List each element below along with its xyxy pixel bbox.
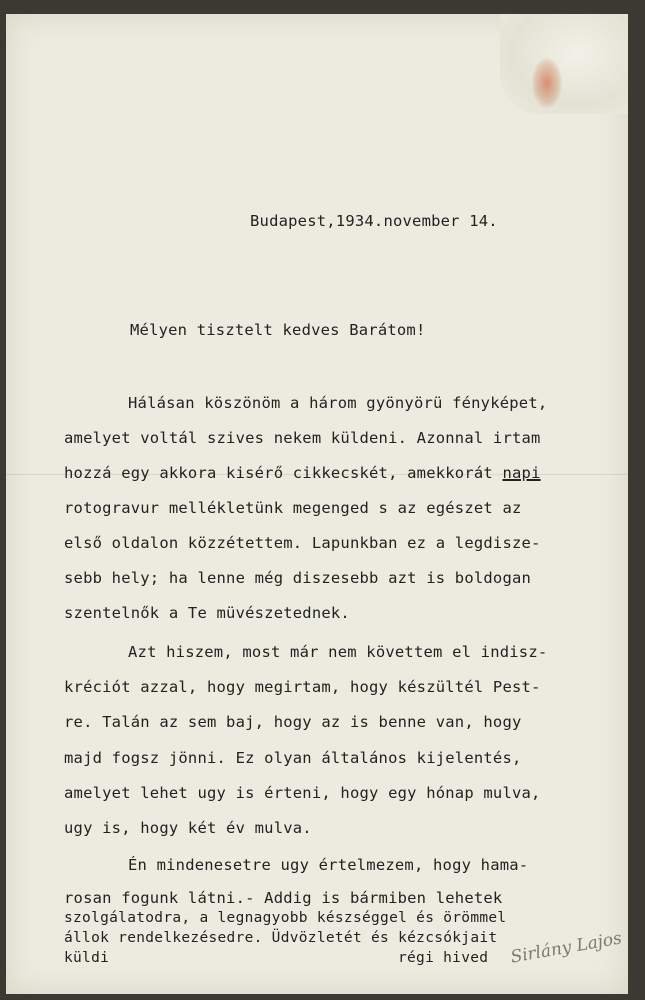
letter-line: hozzá egy akkora kisérő cikkecskét, amekkorát napi	[64, 464, 541, 482]
torn-corner	[500, 14, 628, 114]
letter-line: re. Talán az sem baj, hogy az is benne van, hogy	[64, 713, 522, 731]
letter-line: rosan fogunk látni.- Addig is bármiben lehetek	[64, 889, 503, 907]
underlined-word: napi	[502, 464, 541, 482]
closing-phrase: régi hived	[398, 950, 489, 966]
dateline: Budapest,1934.november 14.	[250, 212, 498, 230]
letter-line: első oldalon közzétettem. Lapunkban ez a legdisze-	[64, 534, 541, 552]
letter-line: sebb hely; ha lenne még diszesebb azt is boldogan	[64, 569, 532, 587]
letter-line: szentelnők a Te müvészetednek.	[64, 604, 350, 622]
rust-stain	[532, 58, 562, 108]
salutation: Mélyen tisztelt kedves Barátom!	[130, 321, 426, 339]
letter-line: amelyet voltál szives nekem küldeni. Azonnal irtam	[64, 429, 541, 447]
letter-line: Én mindenesetre ugy értelmezem, hogy hama-	[128, 856, 529, 874]
letter-line: Hálásan köszönöm a három gyönyörü fényképet,	[128, 394, 548, 412]
letter-line: majd fogsz jönni. Ez olyan általános kijelentés,	[64, 749, 522, 767]
letter-line: ugy is, hogy két év mulva.	[64, 819, 312, 837]
letter-line: amelyet lehet ugy is érteni, hogy egy hónap mulva,	[64, 784, 541, 802]
letter-line: kréciót azzal, hogy megirtam, hogy készültél Pest-	[64, 678, 541, 696]
letter-line: szolgálatodra, a legnagyobb készséggel és örömmel	[64, 910, 507, 926]
letter-line: állok rendelkezésedre. Üdvözletét és kézcsókjait	[64, 930, 498, 946]
letter-line: Azt hiszem, most már nem követtem el indisz-	[128, 643, 548, 661]
closing-word: küldi	[64, 950, 110, 966]
handwritten-signature: Sirlány Lajos	[509, 928, 624, 968]
letter-line: rotogravur mellékletünk megenged s az egészet az	[64, 499, 522, 517]
